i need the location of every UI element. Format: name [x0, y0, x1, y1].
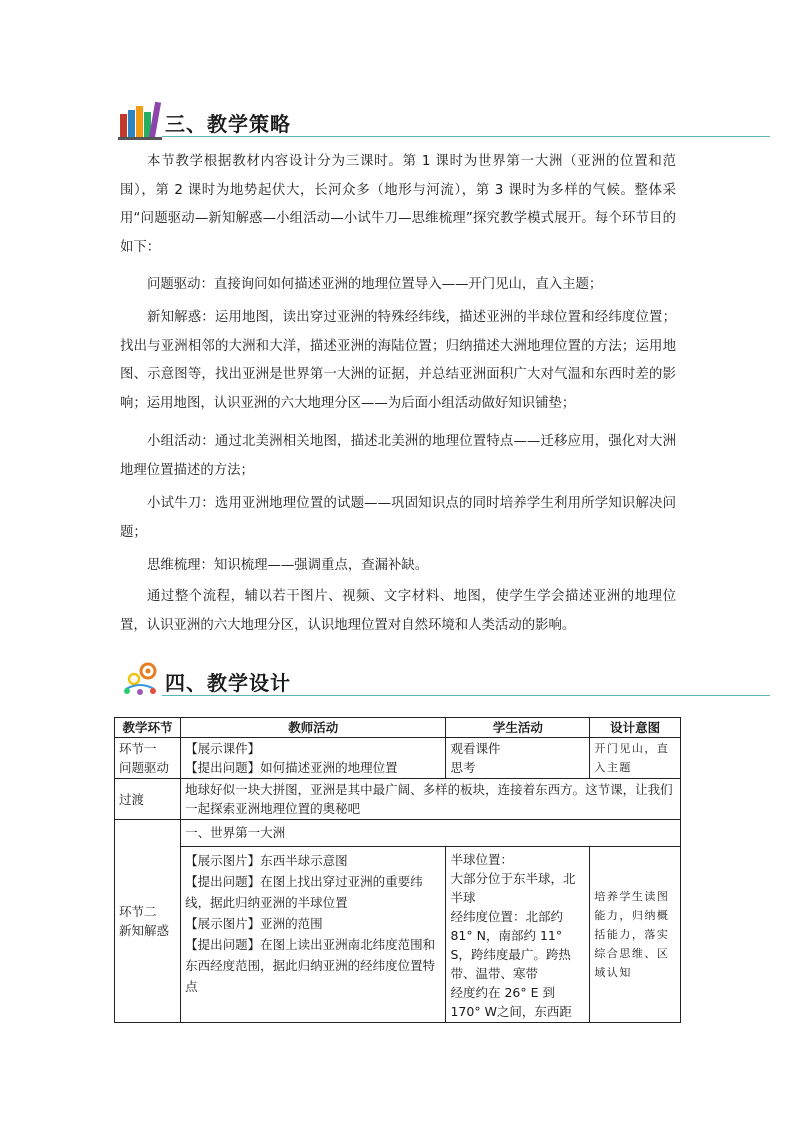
strategy-group-activity-paragraph: 小组活动：通过北美洲相关地图，描述北美洲的地理位置特点——迁移应用，强化对大洲地理位置描述的方法； [120, 434, 676, 478]
table-header-row [115, 718, 681, 738]
design-intent-cell: 培养学生读图能力，归纳概括能力，落实综合思维、区域认知 [590, 847, 681, 1023]
strategy-practice-paragraph: 小试牛刀：选用亚洲地理位置的试题——巩固知识点的同时培养学生利用所学知识解决问题； [120, 496, 676, 540]
header-student-activity: 学生活动 [446, 718, 590, 738]
subheading-cell: 一、世界第一大洲 [181, 820, 681, 847]
table-row [115, 738, 681, 779]
section-3-divider [162, 136, 770, 137]
strategy-intro-paragraph: 本节教学根据教材内容设计分为三课时。第 1 课时为世界第一大洲（亚洲的位置和范围），第 2 课时为地势起伏大，长河众多（地形与河流），第 3 课时为多样的气候。整体采用“问题驱动—新知解惑—小组活动—小试牛刀—思维梳理”探究教学模式展开。每个环节目的如下： [120, 154, 676, 255]
teacher-activity-cell: 【展示图片】东西半球示意图 【提出问题】在图上找出穿过亚洲的重要纬线，据此归纳亚洲的半球位置 【展示图片】亚洲的范围 【提出问题】在图上读出亚洲南北纬度范围和东西经度范围，据此归纳亚洲的经纬度位置特点 [181, 847, 446, 1023]
design-intent-cell: 开门见山，直入主题 [590, 738, 681, 779]
section-4-title: 四、教学设计 [165, 671, 291, 695]
strategy-problem-driven-paragraph: 问题驱动：直接询问如何描述亚洲的地理位置导入——开门见山，直入主题； [147, 277, 603, 292]
table-row [115, 820, 681, 847]
section-4-divider [162, 695, 770, 696]
teaching-design-table [114, 717, 681, 1023]
student-activity-cell: 观看课件 思考 [446, 738, 590, 779]
strategy-conclusion-paragraph: 通过整个流程，辅以若干图片、视频、文字材料、地图，使学生学会描述亚洲的地理位置，认识亚洲的六大地理分区，认识地理位置对自然环境和人类活动的影响。 [120, 589, 676, 633]
table-row [115, 779, 681, 820]
header-teacher-activity: 教师活动 [181, 718, 446, 738]
table-row [115, 847, 681, 1023]
section-4-heading [118, 667, 770, 697]
stage-cell: 环节二 新知解惑 [115, 820, 181, 1023]
books-icon [118, 100, 162, 140]
gear-bulb-icon [118, 659, 162, 699]
stage-cell: 过渡 [115, 779, 181, 820]
teacher-activity-cell: 【展示课件】 【提出问题】如何描述亚洲的地理位置 [181, 738, 446, 779]
student-activity-cell: 半球位置： 大部分位于东半球，北半球 经纬度位置：北部约 81° N，南部约 11° S，跨纬度最广。跨热带、温带、寒带 经度约在 26° E 到 170° W之间，东西距 [446, 847, 590, 1023]
strategy-summary-paragraph: 思维梳理：知识梳理——强调重点，查漏补缺。 [147, 558, 429, 573]
strategy-new-knowledge-paragraph: 新知解惑：运用地图，读出穿过亚洲的特殊经纬线，描述亚洲的半球位置和经纬度位置；找出与亚洲相邻的大洲和大洋，描述亚洲的海陆位置；归纳描述大洲地理位置的方法；运用地图、示意图等，找出亚洲是世界第一大洲的证据，并总结亚洲面积广大对气温和东西时差的影响；运用地图，认识亚洲的六大地理分区——为后面小组活动做好知识铺垫； [120, 310, 676, 411]
header-design-intent: 设计意图 [590, 718, 681, 738]
transition-cell: 地球好似一块大拼图，亚洲是其中最广阔、多样的板块，连接着东西方。这节课，让我们一起探索亚洲地理位置的奥秘吧 [181, 779, 681, 820]
header-stage: 教学环节 [115, 718, 181, 738]
section-3-title: 三、教学策略 [165, 112, 291, 136]
stage-cell: 环节一 问题驱动 [115, 738, 181, 779]
section-3-heading [118, 108, 770, 138]
